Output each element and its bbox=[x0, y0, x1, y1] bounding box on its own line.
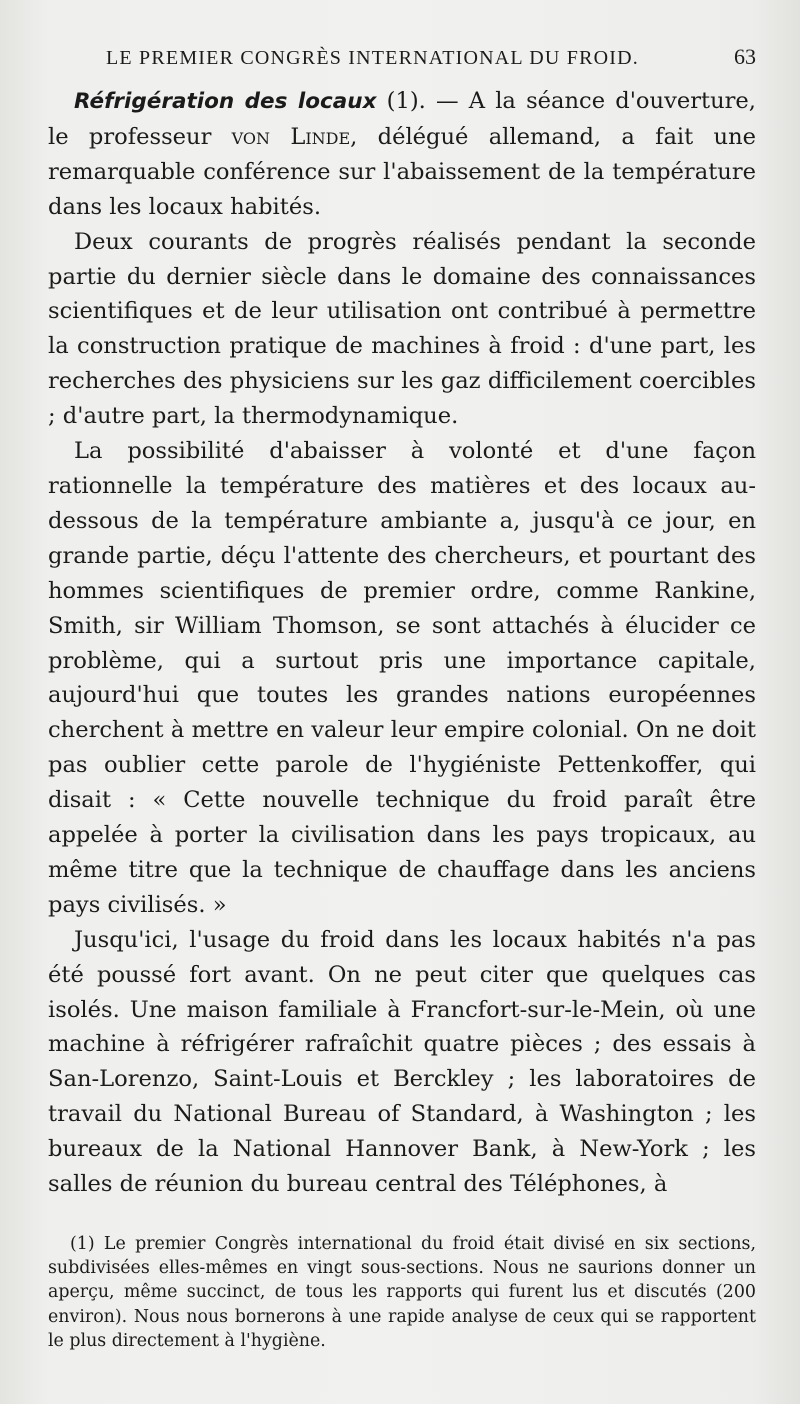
footnote-1: (1) Le premier Congrès international du froid était divisé en six sections, subdivisées elles-mêmes en vingt sous-sections. Nous ne saurions donner un aperçu, même succinct, de tous les rapports qui furent lus et discutés (200 environ). Nous nous bornerons à une rapide analyse de ceux qui se rapportent le plus directement à l'hygiène. bbox=[48, 1234, 756, 1351]
paragraph-2: Deux courants de progrès réalisés pendant la seconde partie du dernier siècle dans le domaine des connaissances scientifiques et de leur utilisation ont contribué à permettre la construction pratique de machines à froid : d'une part, les recherches des physiciens sur les gaz difficilement coercibles ; d'autre part, la thermodynamique. bbox=[48, 228, 756, 430]
running-title: LE PREMIER CONGRÈS INTERNATIONAL DU FROID. bbox=[106, 47, 639, 69]
paragraph-4: Jusqu'ici, l'usage du froid dans les locaux habités n'a pas été poussé fort avant. On ne peut citer que quelques cas isolés. Une maison familiale à Francfort-sur-le-Mein, où une machine à réfrigérer rafraîchit quatre pièces ; des essais à San-Lorenzo, Saint-Louis et Berckley ; les laboratoires de travail du National Bureau of Standard, à Washington ; les bureaux de la National Hannover Bank, à New-York ; les salles de réunion du bureau central des Téléphones, à bbox=[48, 926, 756, 1198]
person-name: von Linde bbox=[231, 123, 351, 150]
paragraph-1-rest: , délégué allemand, a fait une remarquable conférence sur l'abaissement de la température dans les locaux habités. bbox=[48, 123, 756, 220]
paragraph-3: La possibilité d'abaisser à volonté et d'une façon rationnelle la température des matières et des locaux au-dessous de la température ambiante a, jusqu'à ce jour, en grande partie, déçu l'attente des chercheurs, et pourtant des hommes scientifiques de premier ordre, comme Rankine, Smith, sir William Thomson, se sont attachés à élucider ce problème, qui a surtout pris une importance capitale, aujourd'hui que toutes les grandes nations européennes cherchent à mettre en valeur leur empire colonial. On ne doit pas oublier cette parole de l'hygiéniste Pettenkoffer, qui disait : « Cette nouvelle technique du froid paraît être appelée à porter la civilisation dans les pays tropicaux, au même titre que la technique de chauffage dans les anciens pays civilisés. » bbox=[48, 438, 756, 918]
paragraph-1 bbox=[48, 84, 756, 225]
section-title: Réfrigération des locaux bbox=[74, 89, 377, 114]
page-number: 63 bbox=[734, 44, 756, 69]
paragraph-1-intro: (1). — A la séance d'ouverture, le professeur bbox=[48, 88, 756, 150]
footnotes bbox=[48, 1232, 756, 1353]
running-header bbox=[106, 44, 756, 84]
main-text bbox=[48, 84, 756, 1202]
